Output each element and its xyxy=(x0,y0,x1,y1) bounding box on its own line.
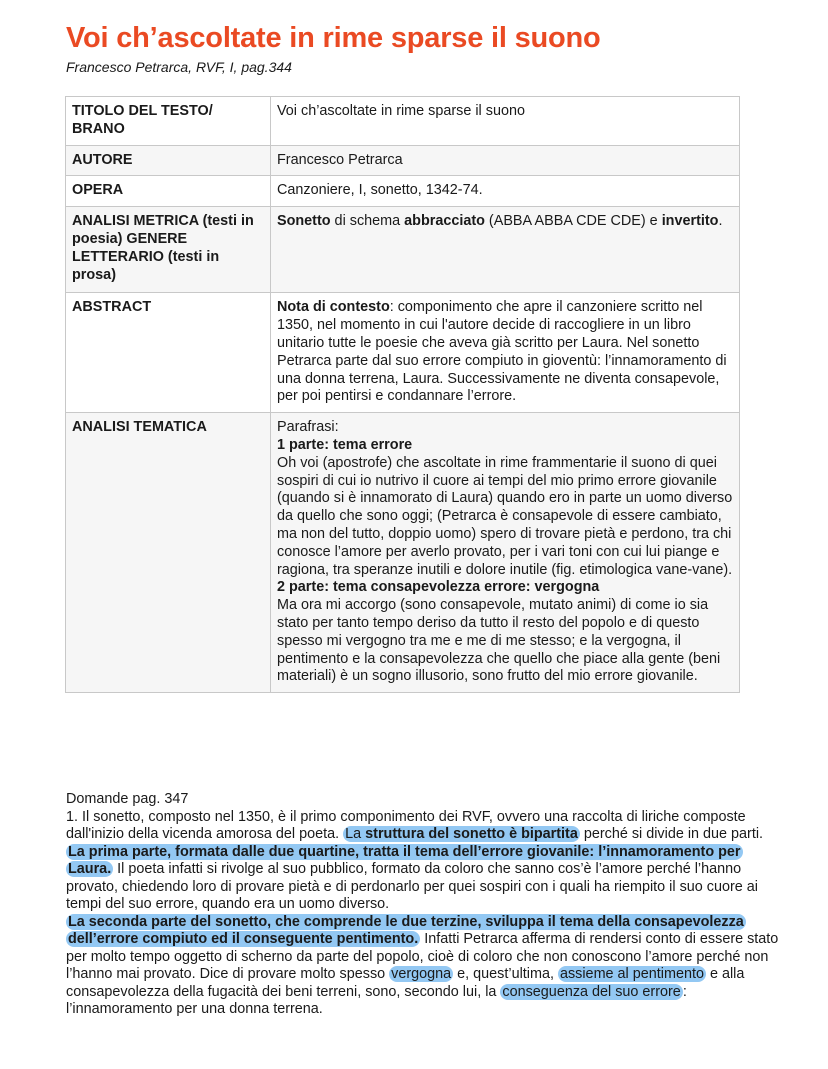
highlight: La prima parte, formata dalle due quartine, tratta il tema dell’errore giovanile: l’innamoramento per Laura. xyxy=(68,843,741,877)
document-title: Voi ch’ascoltate in rime sparse il suono xyxy=(66,22,601,54)
table-row xyxy=(66,293,740,413)
highlight: conseguenza del suo errore xyxy=(502,983,681,1000)
row-label: ABSTRACT xyxy=(66,293,271,413)
questions-section xyxy=(66,791,782,1019)
row-label: OPERA xyxy=(66,176,271,207)
table-row xyxy=(66,145,740,176)
row-value: Canzoniere, I, sonetto, 1342-74. xyxy=(271,176,740,207)
part1-heading: 1 parte: tema errore xyxy=(277,436,413,453)
questions-heading: Domande pag. 347 xyxy=(66,791,189,807)
row-label: ANALISI METRICA (testi in poesia) GENERE LETTERARIO (testi in prosa) xyxy=(66,207,271,293)
row-label: ANALISI TEMATICA xyxy=(66,413,271,693)
row-value xyxy=(271,413,740,693)
row-label: AUTORE xyxy=(66,145,271,176)
document-subtitle: Francesco Petrarca, RVF, I, pag.344 xyxy=(66,59,292,75)
paraphrase-intro: Parafrasi: xyxy=(277,419,339,436)
table-row xyxy=(66,97,740,146)
highlight: La seconda parte del sonetto, che comprende le due terzine, sviluppa il tema della consapevolezza dell’errore compiuto ed il conseguente pentimento. xyxy=(68,913,744,947)
highlight: La struttura del sonetto è bipartita xyxy=(345,826,578,842)
row-value: Sonetto di schema abbracciato (ABBA ABBA CDE CDE) e invertito. xyxy=(271,207,740,293)
part2-text: Ma ora mi accorgo (sono consapevole, mutato animi) di come io sia stato per tanto tempo deriso da tutto il resto del popolo e di questo spesso mi vergogno tra me e me di me stesso; e la vergogna, il pentimento e la consapevolezza che quello che piace alla gente (beni materiali) è un sogno illusorio, sono frutto del mio errore giovanile. xyxy=(277,597,721,685)
row-value: Voi ch’ascoltate in rime sparse il suono xyxy=(271,97,740,146)
part1-text: Oh voi (apostrofe) che ascoltate in rime frammentarie il suono di quei sospiri di cui io nutrivo il cuore ai tempi del mio primo errore giovanile (quando si è innamorato di Laura) quando ero in parte un uomo diverso da quello che sono oggi; (Petrarca è consapevole di essere cambiato, ma non del tutto, doppio uomo) spero di trovare pietà e perdono, tra chi conosce l’amore per averlo provato, per i vari toni con cui lui piange e ragiona, tra speranze inutili e dolore inutile (fig. etimologica vane-vane). xyxy=(277,454,733,578)
table-row xyxy=(66,176,740,207)
row-value: Francesco Petrarca xyxy=(271,145,740,176)
highlight: assieme al pentimento xyxy=(559,966,704,982)
table-row xyxy=(66,207,740,293)
row-label: TITOLO DEL TESTO/ BRANO xyxy=(66,97,271,146)
answer-paragraph-2: La seconda parte del sonetto, che comprende le due terzine, sviluppa il tema della consapevolezza dell’errore compiuto ed il conseguente pentimento. Infatti Petrarca afferma di rendersi conto di essere stato per molto tempo oggetto di scherno da parte del popolo, cioè di coloro che non conoscono l’amore perché non l’hanno mai provato. Dice di provare molto spesso vergogna e, quest’ultima, assieme al pentimento e alla consapevolezza della fugacità dei beni terreni, sono, secondo lui, la conseguenza del suo errore : l’innamoramento per una donna terrena. xyxy=(66,913,779,1017)
answer-paragraph-1: 1. Il sonetto, composto nel 1350, è il primo componimento dei RVF, ovvero una raccolta di liriche composte dall'inizio della vicenda amorosa del poeta. La struttura del sonetto è bipartita perché si divide in due parti. La prima parte, formata dalle due quartine, tratta il tema dell’errore giovanile: l’innamoramento per Laura. Il poeta infatti si rivolge al suo pubblico, formato da coloro che sanno cos’è l’amore perché l’hanno provato, chiedendo loro di provare pietà e di perdonarlo per quei sospiri con i quali ha riempito il suo cuore ai tempi del suo errore, quando era un uomo diverso. xyxy=(66,808,764,912)
row-value: Nota di contesto: componimento che apre il canzoniere scritto nel 1350, nel momento in cui l'autore decide di raccogliere in un libro unitario tutte le poesie che aveva già scritto per Laura. Nel sonetto Petrarca parte dal suo errore compiuto in gioventù: l’innamoramento di una donna terrena, Laura. Successivamente ne diventa consapevole, per poi pentirsi e condannare l’errore. xyxy=(271,293,740,413)
part2-heading: 2 parte: tema consapevolezza errore: vergogna xyxy=(277,579,600,596)
analysis-table xyxy=(65,96,740,693)
table-row xyxy=(66,413,740,693)
highlight: vergogna xyxy=(391,966,452,982)
